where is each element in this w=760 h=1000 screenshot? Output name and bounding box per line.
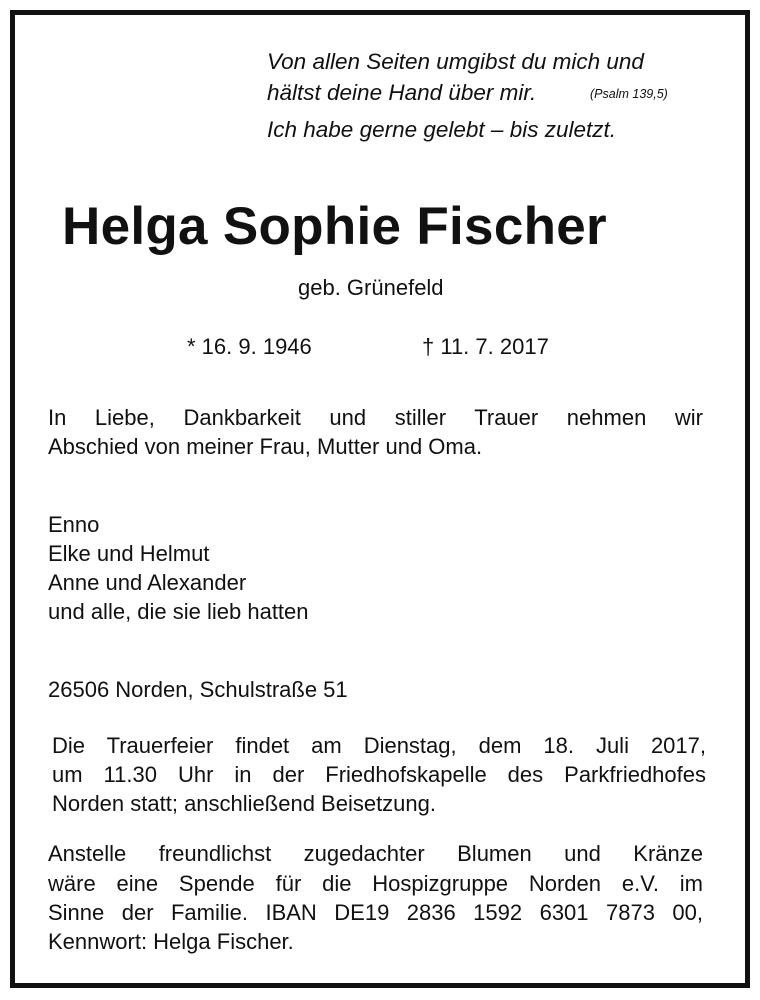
maiden-name: geb. Grünefeld (298, 275, 444, 300)
funeral-line-2: um 11.30 Uhr in der Friedhofskapelle des Parkfriedhofes (52, 762, 706, 787)
death-date: † 11. 7. 2017 (422, 334, 549, 359)
donation-line-3: Sinne der Familie. IBAN DE19 2836 1592 6301 7873 00, (48, 900, 703, 925)
mourner-name: Enno (48, 512, 100, 537)
mourner-name: und alle, die sie lieb hatten (48, 599, 309, 624)
motto-line-3: Ich habe gerne gelebt – bis zuletzt. (267, 117, 616, 142)
message-line-2: Abschied von meiner Frau, Mutter und Oma. (48, 434, 483, 459)
motto-line-2: hältst deine Hand über mir. (267, 80, 537, 105)
funeral-line-1: Die Trauerfeier findet am Dienstag, dem 18. Juli 2017, (52, 733, 706, 758)
birth-date: * 16. 9. 1946 (187, 334, 312, 359)
donation-line-4: Kennwort: Helga Fischer. (48, 929, 294, 954)
donation-line-2: wäre eine Spende für die Hospizgruppe Norden e.V. im (48, 871, 703, 896)
funeral-line-3: Norden statt; anschließend Beisetzung. (52, 791, 437, 816)
donation-line-1: Anstelle freundlichst zugedachter Blumen und Kränze (48, 841, 703, 866)
deceased-name: Helga Sophie Fischer (62, 197, 607, 256)
mourner-name: Elke und Helmut (48, 541, 210, 566)
mourner-name: Anne und Alexander (48, 570, 247, 595)
message-line-1: In Liebe, Dankbarkeit und stiller Trauer nehmen wir (48, 405, 703, 430)
motto-line-1: Von allen Seiten umgibst du mich und (267, 49, 644, 74)
psalm-reference: (Psalm 139,5) (590, 87, 668, 101)
address: 26506 Norden, Schulstraße 51 (48, 677, 348, 702)
